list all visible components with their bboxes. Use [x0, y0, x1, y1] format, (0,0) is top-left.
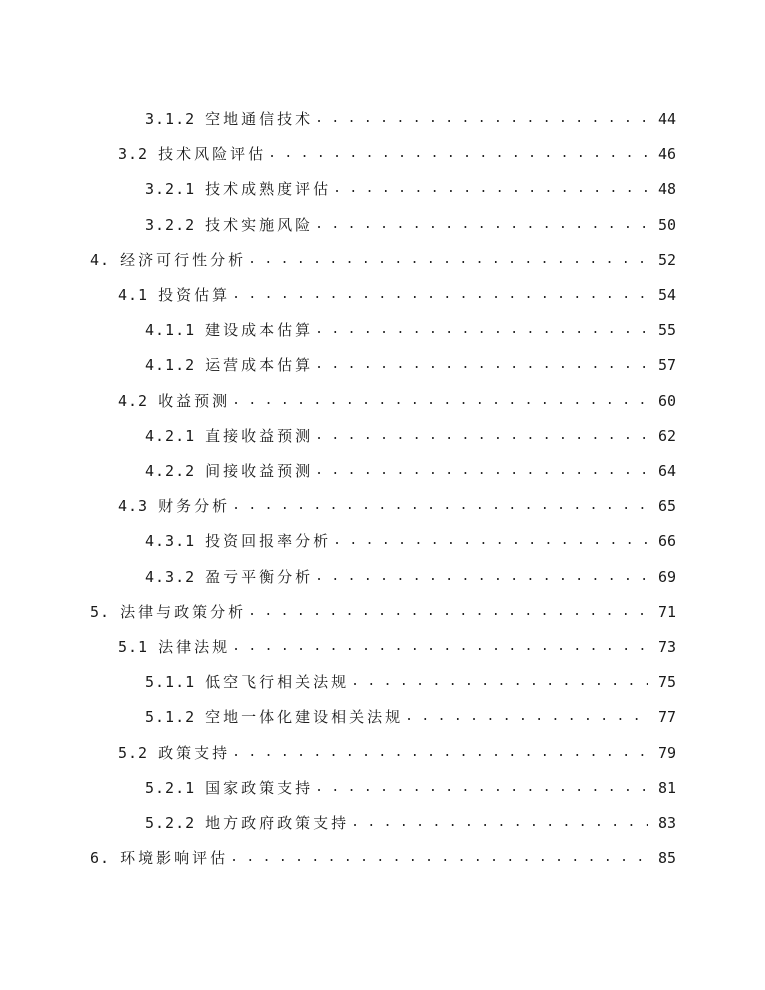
toc-entry-title: 投资回报率分析	[205, 532, 332, 551]
toc-entry-title: 间接收益预测	[205, 462, 314, 480]
toc-entry-title: 空地一体化建设相关法规	[205, 708, 404, 727]
toc-dot-leader	[405, 705, 648, 729]
toc-entry-number: 5.2	[118, 743, 149, 762]
toc-dot-leader	[351, 670, 648, 694]
toc-entry-number: 3.1.2	[145, 110, 196, 128]
toc-entry-page-number: 77	[657, 708, 676, 727]
toc-entry-number: 5.1.1	[145, 673, 196, 692]
toc-entry-title: 盈亏平衡分析	[205, 567, 314, 586]
toc-entry-title: 法律与政策分析	[120, 602, 247, 621]
toc-entry[interactable]	[145, 213, 676, 237]
toc-entry-number: 5.	[90, 602, 111, 621]
toc-entry-page-number: 83	[657, 814, 676, 832]
toc-entry-number: 4.2.2	[145, 462, 196, 480]
toc-entry-title: 技术风险评估	[158, 145, 267, 164]
toc-dot-leader	[248, 600, 648, 624]
toc-entry-number: 4.1.1	[145, 321, 196, 340]
toc-dot-leader	[333, 177, 648, 201]
toc-dot-leader	[315, 459, 648, 483]
toc-entry[interactable]	[118, 741, 676, 765]
toc-entry[interactable]	[145, 705, 676, 729]
toc-dot-leader	[230, 846, 648, 870]
toc-entry-title: 直接收益预测	[205, 426, 314, 445]
toc-entry-page-number: 57	[657, 356, 676, 375]
toc-entry-page-number: 54	[657, 286, 676, 304]
toc-entry-title: 财务分析	[158, 497, 231, 516]
toc-entry-page-number: 85	[657, 849, 676, 868]
toc-entry-page-number: 46	[657, 145, 676, 164]
toc-dot-leader	[333, 529, 648, 553]
toc-entry-page-number: 65	[657, 497, 676, 516]
toc-entry[interactable]	[145, 776, 676, 800]
toc-entry-title: 投资估算	[158, 286, 231, 304]
toc-entry-title: 技术实施风险	[205, 215, 314, 234]
toc-entry[interactable]	[118, 635, 676, 659]
toc-entry-page-number: 75	[657, 673, 676, 692]
toc-entry-number: 5.1.2	[145, 708, 196, 727]
toc-entry[interactable]	[145, 424, 676, 448]
toc-entry-page-number: 81	[657, 778, 676, 797]
toc-entry[interactable]	[90, 600, 676, 624]
toc-entry[interactable]	[90, 846, 676, 870]
toc-entry-page-number: 69	[657, 567, 676, 586]
toc-entry-title: 建设成本估算	[205, 321, 314, 340]
toc-entry-page-number: 66	[657, 532, 676, 551]
toc-entry-number: 3.2.2	[145, 215, 196, 234]
toc-entry-title: 空地通信技术	[205, 110, 314, 128]
toc-dot-leader	[232, 389, 648, 413]
toc-entry-number: 3.2.1	[145, 180, 196, 199]
toc-entry[interactable]	[145, 529, 676, 553]
toc-entry-number: 4.1	[118, 286, 149, 304]
toc-entry-number: 5.2.1	[145, 778, 196, 797]
toc-entry[interactable]	[118, 389, 676, 413]
toc-entry-title: 地方政府政策支持	[205, 814, 350, 832]
toc-entry-title: 法律法规	[158, 638, 231, 656]
toc-entry-page-number: 50	[657, 215, 676, 234]
toc-entry-page-number: 71	[657, 602, 676, 621]
toc-entry[interactable]	[145, 459, 676, 483]
toc-entry-title: 政策支持	[158, 743, 231, 762]
toc-entry-number: 5.1	[118, 638, 149, 656]
toc-dot-leader	[315, 424, 648, 448]
toc-dot-leader	[232, 283, 648, 307]
toc-dot-leader	[268, 142, 648, 166]
toc-entry[interactable]	[145, 318, 676, 342]
toc-entry[interactable]	[118, 142, 676, 166]
toc-entry-page-number: 79	[657, 743, 676, 762]
toc-dot-leader	[315, 107, 648, 131]
toc-dot-leader	[232, 635, 648, 659]
toc-entry-page-number: 52	[657, 250, 676, 269]
toc-entry[interactable]	[145, 353, 676, 377]
toc-entry[interactable]	[118, 283, 676, 307]
toc-entry-title: 低空飞行相关法规	[205, 673, 350, 692]
toc-entry-page-number: 48	[657, 180, 676, 199]
toc-entry-page-number: 73	[657, 638, 676, 656]
toc-entry-title: 运营成本估算	[205, 356, 314, 375]
toc-entry[interactable]	[145, 670, 676, 694]
toc-entry[interactable]	[90, 248, 676, 272]
toc-entry-number: 4.3.2	[145, 567, 196, 586]
toc-dot-leader	[232, 494, 648, 518]
toc-entry-title: 收益预测	[158, 391, 231, 410]
toc-dot-leader	[315, 318, 648, 342]
toc-entry[interactable]	[145, 811, 676, 835]
toc-entry-number: 4.1.2	[145, 356, 196, 375]
toc-dot-leader	[351, 811, 648, 835]
toc-entry[interactable]	[118, 494, 676, 518]
toc-entry-number: 3.2	[118, 145, 149, 164]
toc-entry-title: 技术成熟度评估	[205, 180, 332, 199]
toc-entry-page-number: 44	[657, 110, 676, 128]
toc-entry-number: 4.3.1	[145, 532, 196, 551]
toc-entry-page-number: 60	[657, 391, 676, 410]
toc-dot-leader	[315, 776, 648, 800]
toc-entry-number: 4.2	[118, 391, 149, 410]
toc-entry-number: 5.2.2	[145, 814, 196, 832]
toc-entry-page-number: 64	[657, 462, 676, 480]
toc-entry-page-number: 62	[657, 426, 676, 445]
toc-entry-page-number: 55	[657, 321, 676, 340]
toc-entry[interactable]	[145, 565, 676, 589]
toc-entry-number: 4.3	[118, 497, 149, 516]
toc-entry-number: 4.	[90, 250, 111, 269]
toc-dot-leader	[315, 213, 648, 237]
toc-dot-leader	[315, 565, 648, 589]
toc-dot-leader	[248, 248, 648, 272]
toc-entry-number: 4.2.1	[145, 426, 196, 445]
toc-dot-leader	[232, 741, 648, 765]
toc-entry[interactable]	[145, 177, 676, 201]
toc-entry-number: 6.	[90, 849, 111, 868]
toc-entry-title: 环境影响评估	[120, 849, 229, 868]
toc-entry-title: 国家政策支持	[205, 778, 314, 797]
toc-entry[interactable]	[145, 107, 676, 131]
toc-entry-title: 经济可行性分析	[120, 250, 247, 269]
toc-dot-leader	[315, 353, 648, 377]
